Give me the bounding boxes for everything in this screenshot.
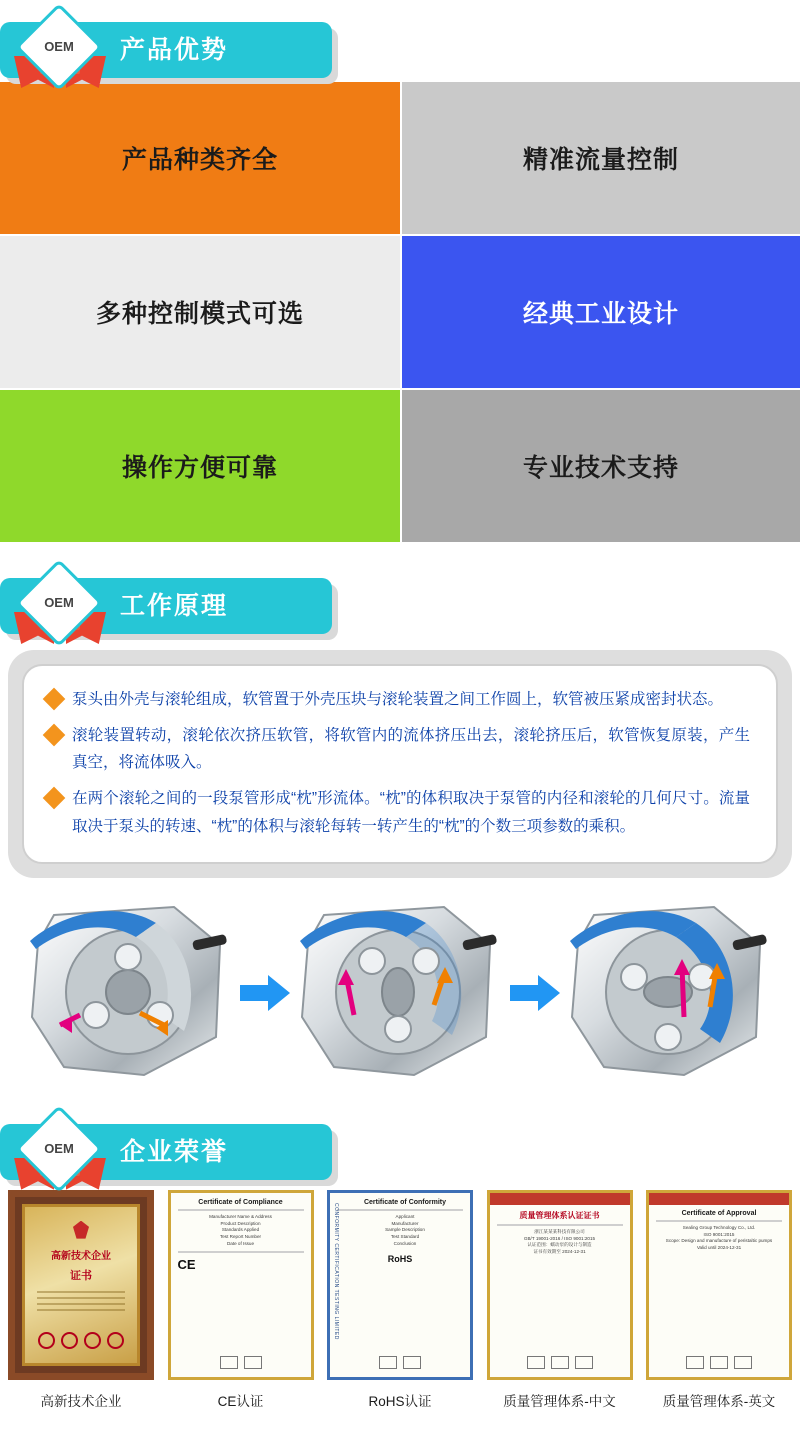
certificate-title: Certificate of Approval <box>681 1209 757 1217</box>
advantage-cell-4 <box>400 236 800 388</box>
pump-stage-2 <box>294 897 506 1087</box>
certificate-title: Certificate of Compliance <box>198 1198 283 1206</box>
certificate-body: Manufacturer Name & Address Product Description Standards Applied Test Report Number Date of Issue <box>209 1213 272 1247</box>
certificate-image <box>327 1190 473 1380</box>
arrow-head-icon <box>268 975 290 1011</box>
advantages-grid <box>0 82 800 542</box>
pump-stage-3-illustration <box>564 897 776 1087</box>
honor-caption: CE认证 <box>217 1393 264 1409</box>
pump-stage-2-illustration <box>294 897 506 1087</box>
section-title: 工作原理 <box>120 592 229 620</box>
pump-stage-3 <box>564 897 776 1087</box>
diamond-bullet-icon <box>43 787 66 810</box>
honor-caption: RoHS认证 <box>368 1393 432 1409</box>
certificate-side-text: CONFORMITY CERTIFICATION TESTING LIMITED <box>333 1202 339 1340</box>
principle-text: 在两个滚轮之间的一段泵管形成“枕”形流体。“枕”的体积取决于泵管的内径和滚轮的几何尺寸。流量取决于泵头的转速、“枕”的体积与滚轮每转一转产生的“枕”的个数三项参数的乘积。 <box>72 790 750 835</box>
diamond-bullet-icon <box>43 724 66 747</box>
honor-caption: 质量管理体系-中文 <box>503 1393 616 1409</box>
certificate-paper <box>327 1190 473 1380</box>
certificate-paper <box>646 1190 792 1380</box>
flow-arrow-1 <box>236 897 294 1087</box>
plaque-text-lines <box>37 1291 124 1315</box>
certificate-body: Applicant Manufacturer Sample Description Test Standard Conclusion <box>385 1213 425 1247</box>
section-header-principle <box>0 556 800 634</box>
certificate-body: GB/T 19001-2016 / ISO 9001:2015 认证范围：蠕动泵的设计与制造 证书有效期至 2024-12-31 <box>523 1235 596 1255</box>
certificate-image <box>646 1190 792 1380</box>
pump-stage-1 <box>24 897 236 1087</box>
flow-arrow-2 <box>506 897 564 1087</box>
advantage-label: 多种控制模式可选 <box>95 300 304 328</box>
badge-label: OEM <box>44 39 74 54</box>
certificate-image <box>8 1190 154 1380</box>
honor-caption: 质量管理体系-英文 <box>662 1393 776 1409</box>
oem-ribbon-badge <box>14 16 108 90</box>
honor-item <box>646 1190 792 1410</box>
section-header-advantages <box>0 0 800 78</box>
advantage-label: 产品种类齐全 <box>121 146 278 174</box>
pump-stage-1-illustration <box>24 897 236 1087</box>
principle-outer-frame <box>8 650 792 878</box>
certificate-title: 质量管理体系认证证书 <box>519 1210 600 1220</box>
advantage-cell-3 <box>0 236 400 388</box>
certificate-header-band <box>490 1193 630 1205</box>
certificate-paper <box>168 1190 314 1380</box>
plaque-subtitle: 证书 <box>70 1269 92 1282</box>
advantage-label: 专业技术支持 <box>522 454 679 482</box>
certificate-seals <box>490 1356 630 1369</box>
principle-text: 泵头由外壳与滚轮组成，软管置于外壳压块与滚轮装置之间工作圆上，软管被压紧成密封状态。 <box>72 691 724 708</box>
certificate-subject: Sealing Group Technology Co., Ltd. <box>682 1224 756 1230</box>
arrow-shaft <box>510 985 540 1001</box>
divider <box>178 1251 304 1253</box>
certificate-paper <box>487 1190 633 1380</box>
arrow-shaft <box>240 985 270 1001</box>
certificate-title: Certificate of Conformity <box>363 1198 447 1206</box>
principle-inner-frame <box>22 664 778 864</box>
certificate-subject: 浙江某某某科技有限公司 <box>534 1228 585 1234</box>
section-title: 产品优势 <box>120 36 229 64</box>
honor-item <box>168 1190 314 1410</box>
arrow-head-icon <box>538 975 560 1011</box>
plaque-seals <box>38 1332 124 1349</box>
principle-item <box>46 785 750 839</box>
certificate-seals <box>171 1356 311 1369</box>
ce-mark: CE <box>177 1257 196 1273</box>
badge-label: OEM <box>44 595 74 610</box>
honor-item <box>327 1190 473 1410</box>
advantage-label: 操作方便可靠 <box>121 454 278 482</box>
principle-section <box>0 650 800 878</box>
section-header-honors <box>0 1102 800 1180</box>
certificate-body: ISO 9001:2015 Scope: Design and manufacture of peristaltic pumps Valid until 2024-12-31 <box>665 1231 773 1251</box>
advantage-cell-6 <box>400 390 800 542</box>
diamond-bullet-icon <box>43 688 66 711</box>
plaque-frame <box>8 1190 154 1380</box>
plaque-title: 高新技术企业 <box>51 1250 111 1262</box>
divider <box>337 1209 463 1211</box>
principle-item <box>46 686 750 713</box>
pump-diagram-row <box>0 892 800 1092</box>
honor-item <box>8 1190 154 1410</box>
emblem-icon <box>73 1221 89 1239</box>
rohs-mark: RoHS <box>387 1254 413 1265</box>
principle-text: 滚轮装置转动，滚轮依次挤压软管，将软管内的流体挤压出去，滚轮挤压后，软管恢复原装，产生真空，将流体吸入。 <box>72 727 750 772</box>
advantage-label: 精准流量控制 <box>522 146 679 174</box>
section-title: 企业荣誉 <box>120 1137 229 1166</box>
certificate-image <box>168 1190 314 1380</box>
oem-ribbon-badge <box>14 572 108 646</box>
badge-label: OEM <box>44 1140 74 1156</box>
divider <box>497 1224 623 1226</box>
advantage-label: 经典工业设计 <box>522 300 679 328</box>
honor-caption: 高新技术企业 <box>40 1393 122 1409</box>
principle-item <box>46 722 750 776</box>
certificate-image <box>487 1190 633 1380</box>
oem-ribbon-badge <box>14 1118 108 1192</box>
divider <box>656 1220 782 1222</box>
divider <box>178 1209 304 1211</box>
certificate-seals <box>330 1356 470 1369</box>
certificate-seals <box>649 1356 789 1369</box>
honors-row <box>0 1190 800 1410</box>
advantage-cell-5 <box>0 390 400 542</box>
advantage-cell-1 <box>0 82 400 234</box>
advantage-cell-2 <box>400 82 800 234</box>
honor-item <box>487 1190 633 1410</box>
plaque-inner <box>22 1204 140 1366</box>
certificate-header-band <box>649 1193 789 1205</box>
